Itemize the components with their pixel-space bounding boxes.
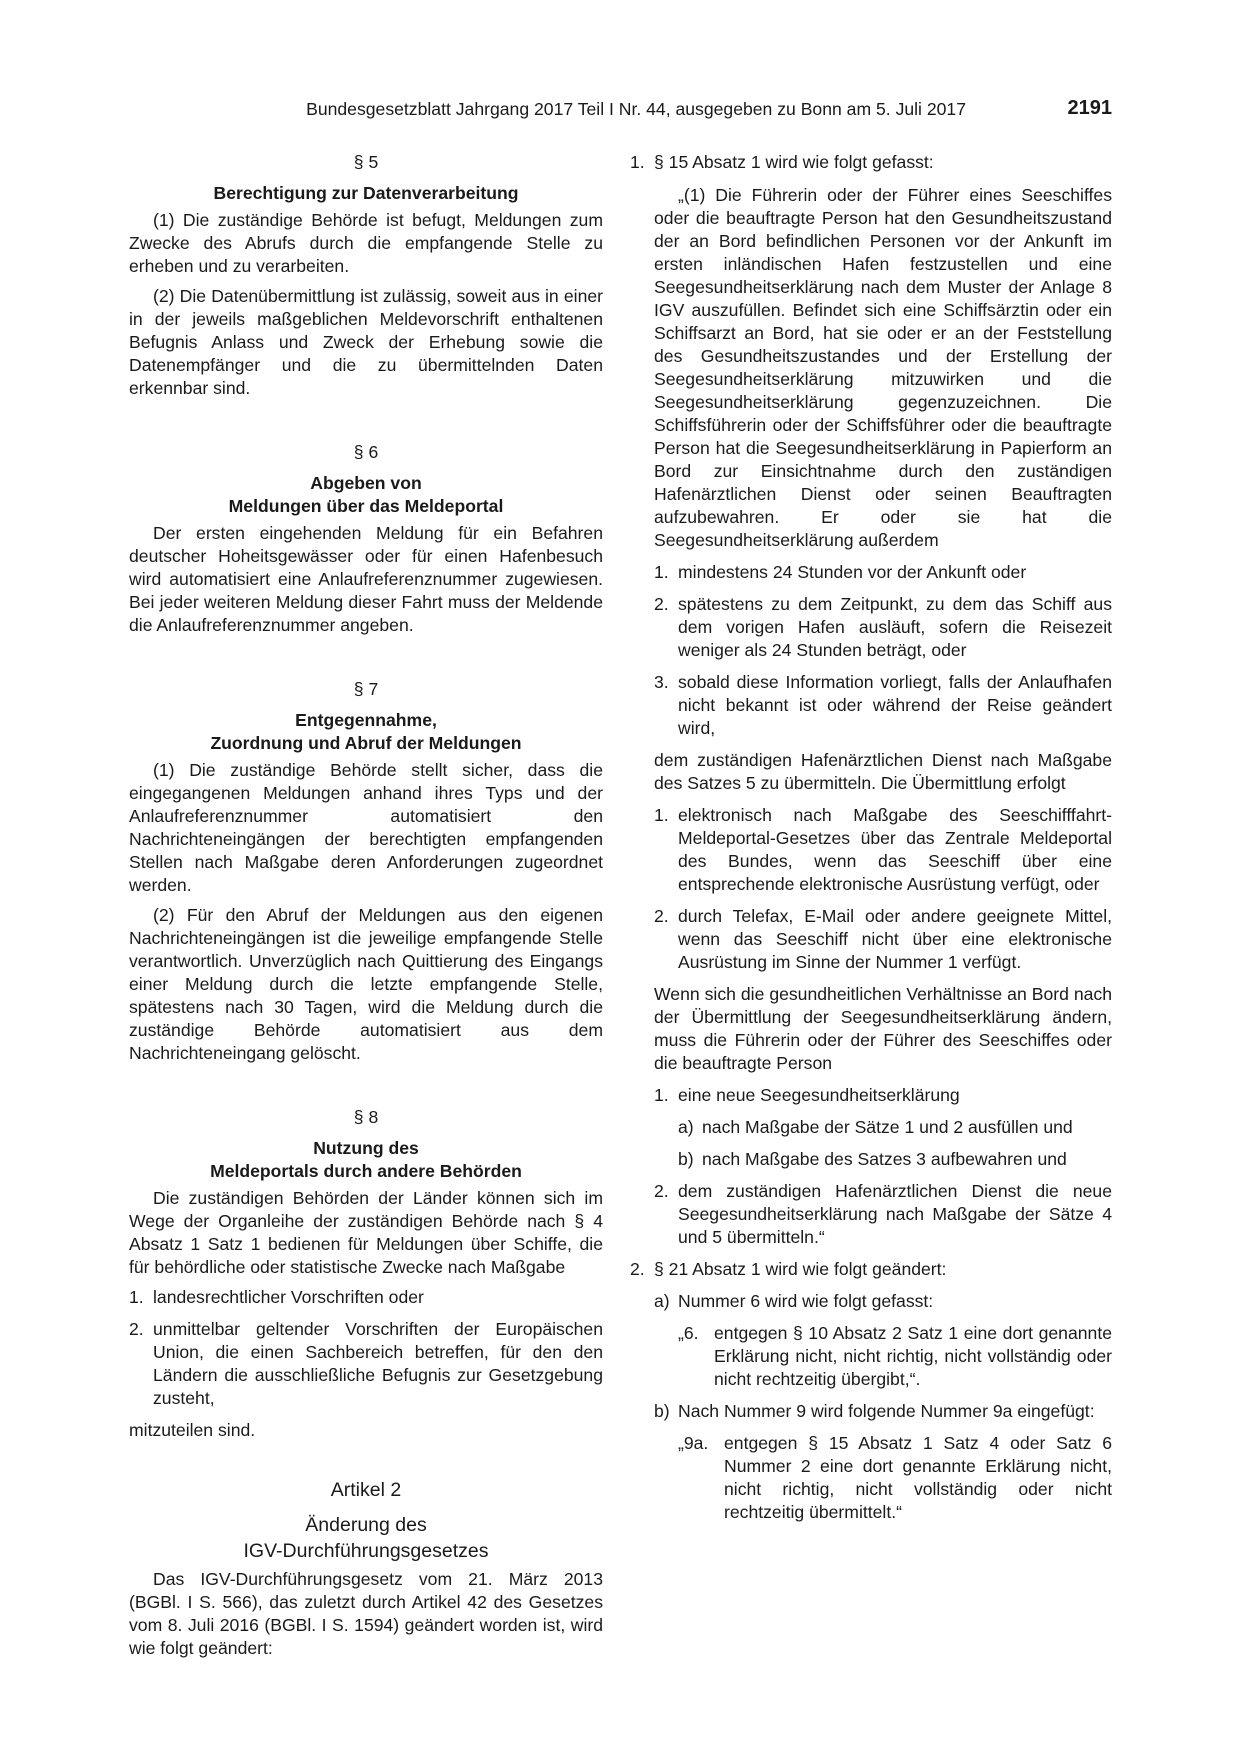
list-item: 1. mindestens 24 Stunden vor der Ankunft oder	[654, 562, 1027, 582]
article-2-title	[129, 1512, 603, 1564]
section-7-para-1: (1) Die zuständige Behörde stellt sicher, dass die eingegangenen Meldungen anhand ihres Typs und der Anlaufreferenznummer automatisiert den Nachrichteneingängen der berechtigten empfangenden Stellen nach Maßgabe deren Anforderungen zugeordnet werden.	[129, 760, 603, 895]
amendment-item-1: 1. § 15 Absatz 1 wird wie folgt gefasst:	[630, 152, 934, 172]
article-2-title-line-2: IGV-Durchführungsgesetzes	[243, 1540, 489, 1562]
amendment-item-2: 2. § 21 Absatz 1 wird wie folgt geändert:	[630, 1259, 947, 1279]
article-2-title-line-1: Änderung des	[305, 1514, 427, 1536]
section-7-para-2: (2) Für den Abruf der Meldungen aus den eigenen Nachrichteneingängen ist die jeweilige empfangende Stelle verantwortlich. Unverzüglich nach Quittierung des Eingangs einer Meldung durch die letzte empfangende Stelle, spätestens nach 30 Tagen, wird die Meldung durch die zuständige Behörde automatisiert aus dem Nachrichteneingang gelöscht.	[129, 905, 603, 1063]
section-5-title: Berechtigung zur Datenverarbeitung	[213, 183, 519, 203]
section-7-title-line-2: Zuordnung und Abruf der Meldungen	[210, 733, 522, 753]
quoted-number-6: „6. entgegen § 10 Absatz 2 Satz 1 eine dort genannte Erklärung nicht, nicht richtig, nicht vollständig oder nicht rechtzeitig übergibt,“.	[678, 1323, 1112, 1389]
quote-para-2: dem zuständigen Hafenärztlichen Dienst nach Maßgabe des Satzes 5 zu übermitteln. Die Übermittlung erfolgt	[654, 750, 1112, 793]
section-7-number: § 7	[353, 679, 379, 699]
amendment-item-2b: b) Nach Nummer 9 wird folgende Nummer 9a eingefügt:	[654, 1401, 1095, 1421]
section-8-title	[129, 1137, 603, 1183]
header-title: Bundesgesetzblatt Jahrgang 2017 Teil I Nr. 44, ausgegeben zu Bonn am 5. Juli 2017	[306, 99, 966, 119]
section-6-number: § 6	[353, 442, 379, 462]
left-column	[129, 151, 603, 1667]
list-item: b) nach Maßgabe des Satzes 3 aufbewahren und	[678, 1149, 1067, 1169]
section-5-para-2: (2) Die Datenübermittlung ist zulässig, soweit aus in einer in der jeweils maßgeblichen Meldevorschrift enthaltenen Befugnis Anlass und Zweck der Erhebung sowie die Datenempfänger und die zu übermittelnden Daten erkennbar sind.	[129, 286, 603, 398]
page-number: 2191	[1067, 97, 1112, 119]
list-item: 1. eine neue Seegesundheitserklärung	[654, 1085, 960, 1105]
section-6-title-line-2: Meldungen über das Meldeportal	[228, 496, 504, 516]
section-8-title-line-2: Meldeportals durch andere Behörden	[210, 1161, 522, 1181]
section-7-title-line-1: Entgegennahme,	[295, 710, 437, 730]
section-7-title	[129, 709, 603, 755]
article-2-intro: Das IGV-Durchführungsgesetz vom 21. März 2013 (BGBl. I S. 566), das zuletzt durch Artikel 42 des Gesetzes vom 8. Juli 2016 (BGBl. I S. 1594) geändert worden ist, wird wie folgt geändert:	[129, 1569, 603, 1658]
section-5-para-1: (1) Die zuständige Behörde ist befugt, Meldungen zum Zwecke des Abrufs durch die empfangende Stelle zu erheben und zu verarbeiten.	[129, 210, 603, 276]
list-item: 2. spätestens zu dem Zeitpunkt, zu dem das Schiff aus dem vorigen Hafen ausläuft, sofern die Reisezeit weniger als 24 Stunden beträgt, oder	[654, 594, 1112, 660]
article-2-number: Artikel 2	[330, 1479, 402, 1501]
list-item: 1. landesrechtlicher Vorschriften oder	[129, 1287, 424, 1307]
amendment-item-2a: a) Nummer 6 wird wie folgt gefasst:	[654, 1291, 934, 1311]
list-item: a) nach Maßgabe der Sätze 1 und 2 ausfüllen und	[678, 1117, 1073, 1137]
page-header	[270, 98, 1112, 124]
list-item: 3. sobald diese Information vorliegt, falls der Anlaufhafen nicht bekannt ist oder während der Reise geändert wird,	[654, 672, 1112, 738]
list-item: 1. elektronisch nach Maßgabe des Seeschifffahrt-Meldeportal-Gesetzes über das Zentrale Meldeportal des Bundes, wenn das Seeschiff über eine entsprechende elektronische Ausrüstung verfügt, oder	[654, 805, 1112, 894]
list-item: 2. unmittelbar geltender Vorschriften der Europäischen Union, die einen Sachbereich betreffen, für den den Ländern die ausschließliche Befugnis zur Gesetzgebung zusteht,	[129, 1319, 603, 1408]
quoted-paragraph-15	[630, 184, 1112, 1249]
section-6-para-1: Der ersten eingehenden Meldung für ein Befahren deutscher Hoheitsgewässer oder für einen Hafenbesuch wird automatisiert eine Anlaufreferenznummer zugewiesen. Bei jeder weiteren Meldung dieser Fahrt muss der Meldende die Anlaufreferenznummer angeben.	[129, 523, 603, 635]
section-5-number: § 5	[353, 152, 379, 172]
quote-para-3: Wenn sich die gesundheitlichen Verhältnisse an Bord nach der Übermittlung der Seegesundheitserklärung ändern, muss die Führerin oder der Führer des Seeschiffes oder die beauftragte Person	[654, 984, 1112, 1073]
section-8-title-line-1: Nutzung des	[313, 1138, 419, 1158]
quote-para-1: „(1) Die Führerin oder der Führer eines Seeschiffes oder die beauftragte Person hat den Gesundheitszustand der an Bord befindlichen Personen vor der Ankunft im ersten inländischen Hafen festzustellen und eine Seegesundheitserklärung nach dem Muster der Anlage 8 IGV auszufüllen. Befindet sich eine Schiffsärztin oder ein Schiffsarzt an Bord, hat sie oder er an der Feststellung des Gesundheitszustandes und der Erstellung der Seegesundheitserklärung mitzuwirken und die Seegesundheitserklärung gegenzuzeichnen. Die Schiffsführerin oder der Schiffsführer oder die beauftragte Person hat die Seegesundheitserklärung in Papierform an Bord zur Einsichtnahme durch den zuständigen Hafenärztlichen Dienst oder seinen Beauftragten aufzubewahren. Er oder sie hat die Seegesundheitserklärung außerdem	[654, 185, 1112, 550]
section-8-para-1: Die zuständigen Behörden der Länder können sich im Wege der Organleihe der zuständigen Behörde nach § 4 Absatz 1 Satz 1 bedienen für Meldungen über Schiffe, die für behördliche oder statistische Zwecke nach Maßgabe	[129, 1188, 603, 1277]
section-6-title-line-1: Abgeben von	[310, 473, 422, 493]
quoted-number-9a: „9a. entgegen § 15 Absatz 1 Satz 4 oder Satz 6 Nummer 2 eine dort genannte Erklärung nicht, nicht richtig, nicht vollständig oder nicht rechtzeitig übermittelt.“	[678, 1433, 1112, 1522]
list-item: 2. dem zuständigen Hafenärztlichen Dienst die neue Seegesundheitserklärung nach Maßgabe der Sätze 4 und 5 übermitteln.“	[654, 1181, 1112, 1247]
section-8-tail: mitzuteilen sind.	[129, 1420, 256, 1440]
right-column	[630, 151, 1112, 1533]
section-6-title	[129, 472, 603, 518]
list-item: 2. durch Telefax, E-Mail oder andere geeignete Mittel, wenn das Seeschiff nicht über eine elektronische Ausrüstung im Sinne der Nummer 1 verfügt.	[654, 906, 1112, 972]
section-8-number: § 8	[353, 1107, 379, 1127]
